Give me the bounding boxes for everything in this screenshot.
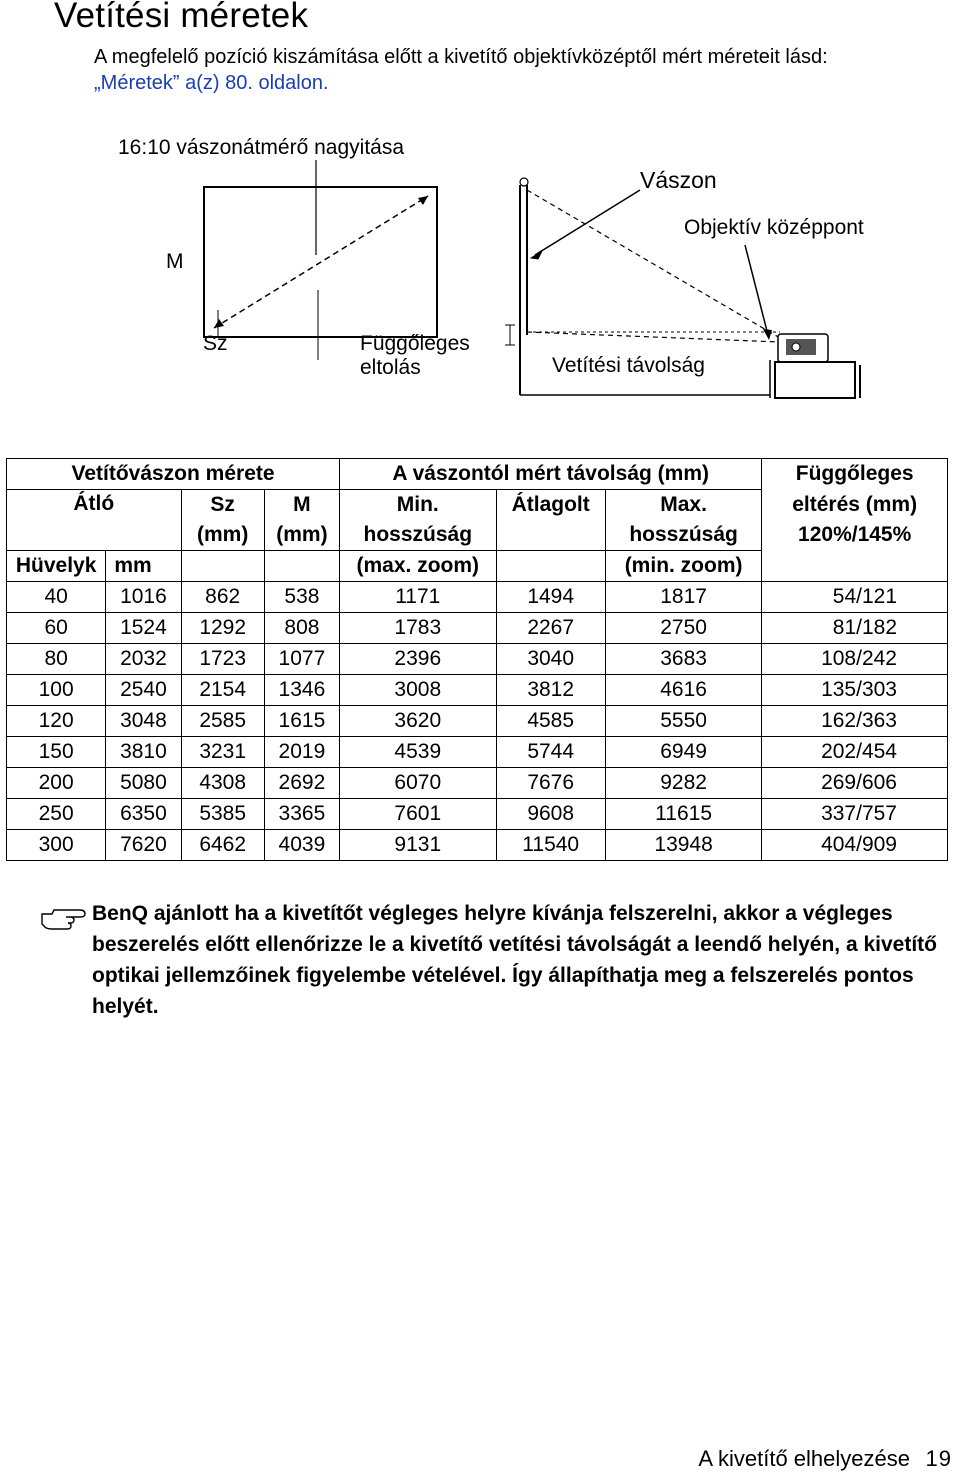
table-cell: 6070	[340, 768, 496, 799]
table-body	[7, 582, 948, 861]
table-cell: 5550	[605, 706, 761, 737]
screen-label: Vászon	[640, 167, 717, 193]
header-sz	[181, 490, 264, 521]
header-offset-3: 120%/145%	[762, 520, 948, 551]
table-cell: 6949	[605, 737, 761, 768]
table-cell: 250	[7, 799, 106, 830]
distance-label: Vetítési távolság	[552, 354, 705, 377]
table-cell: 1077	[264, 644, 339, 675]
subheader-inch: Hüvelyk	[7, 551, 106, 582]
table-cell: 862	[181, 582, 264, 613]
table-cell: 135/303	[762, 675, 948, 706]
table-row	[7, 613, 948, 644]
subheader-blank-m	[264, 551, 339, 582]
table-cell: 1171	[340, 582, 496, 613]
table-cell: 1615	[264, 706, 339, 737]
header-avg: Átlagolt	[496, 490, 605, 521]
stand	[775, 362, 855, 398]
table-cell: 2692	[264, 768, 339, 799]
table-cell: 3683	[605, 644, 761, 675]
table-cell: 538	[264, 582, 339, 613]
table-cell: 337/757	[762, 799, 948, 830]
projection-dimensions-table	[6, 458, 948, 861]
table-cell: 6350	[106, 799, 181, 830]
table-cell: 269/606	[762, 768, 948, 799]
table-cell: 4539	[340, 737, 496, 768]
table-row	[7, 737, 948, 768]
table-cell: 2154	[181, 675, 264, 706]
page-number: 19	[925, 1446, 952, 1471]
table-cell: 1524	[106, 613, 181, 644]
table-cell: 200	[7, 768, 106, 799]
table-cell: 404/909	[762, 830, 948, 861]
table-cell: 60	[7, 613, 106, 644]
table-cell: 108/242	[762, 644, 948, 675]
page-title: Vetítési méretek	[54, 0, 309, 35]
table-cell: 1783	[340, 613, 496, 644]
header-sz-line1: Sz	[210, 493, 235, 516]
table-cell: 3620	[340, 706, 496, 737]
table-row	[7, 675, 948, 706]
offset-label-2: eltolás	[360, 356, 421, 379]
header-m-line1: M	[293, 493, 311, 516]
table-cell: 81/182	[762, 613, 948, 644]
intro-paragraph	[94, 44, 954, 96]
header-diag-blank	[7, 520, 182, 551]
offset-label-1: Függőleges	[360, 332, 470, 355]
subheader-mm: mm	[106, 551, 181, 582]
header-offset-1: Függőleges	[762, 459, 948, 490]
table-cell: 1346	[264, 675, 339, 706]
sz-label: Sz	[203, 332, 228, 355]
table-cell: 2585	[181, 706, 264, 737]
table-cell: 202/454	[762, 737, 948, 768]
table-cell: 3048	[106, 706, 181, 737]
table-row	[7, 644, 948, 675]
ray-top	[527, 190, 780, 338]
note-text: BenQ ajánlott ha a kivetítőt végleges helyre kívánja felszerelni, akkor a végleges beszerelés előtt ellenőrizze le a kivetítő vetítési távolságát a leendő helyén, a kivetítő optikai jellemzőinek figyelembe vételével. Így állapíthatja meg a felszerelés pontos helyét.	[92, 902, 937, 1018]
table-cell: 1817	[605, 582, 761, 613]
table-cell: 9608	[496, 799, 605, 830]
subheader-blank-offset	[762, 551, 948, 582]
header-max-line1: Max.	[660, 493, 707, 516]
table-cell: 40	[7, 582, 106, 613]
diagonal-arrowhead-bottom	[214, 319, 224, 328]
diag-label: 16:10 vászonátmérő nagyitása	[118, 136, 405, 159]
table-cell: 1723	[181, 644, 264, 675]
lens-center-label: Objektív középpont	[684, 216, 864, 239]
screen-hook	[520, 178, 528, 186]
subheader-blank-sz	[181, 551, 264, 582]
table-cell: 2396	[340, 644, 496, 675]
header-sz-unit: (mm)	[181, 520, 264, 551]
header-max-line2: hosszúság	[605, 520, 761, 551]
header-min-line1: Min.	[396, 493, 439, 516]
table-cell: 1494	[496, 582, 605, 613]
table-cell: 3812	[496, 675, 605, 706]
table-cell: 3040	[496, 644, 605, 675]
table-cell: 9282	[605, 768, 761, 799]
table-cell: 100	[7, 675, 106, 706]
table-row	[7, 582, 948, 613]
table-cell: 120	[7, 706, 106, 737]
header-max	[605, 490, 761, 521]
subheader-max-zoom: (max. zoom)	[340, 551, 496, 582]
table-cell: 3365	[264, 799, 339, 830]
screen-arrowhead	[531, 251, 542, 259]
table-cell: 2540	[106, 675, 181, 706]
table-row	[7, 830, 948, 861]
table-cell: 4585	[496, 706, 605, 737]
table-cell: 3810	[106, 737, 181, 768]
header-distance: A vászontól mért távolság (mm)	[340, 459, 762, 490]
table-cell: 808	[264, 613, 339, 644]
table-cell: 11540	[496, 830, 605, 861]
lens-arrow	[745, 245, 768, 335]
table-cell: 2019	[264, 737, 339, 768]
table-cell: 80	[7, 644, 106, 675]
table-row	[7, 768, 948, 799]
table-cell: 11615	[605, 799, 761, 830]
lens-arrowhead	[763, 329, 772, 340]
header-diag: Átló	[7, 490, 182, 521]
table-row	[7, 799, 948, 830]
table-cell: 9131	[340, 830, 496, 861]
table-cell: 3008	[340, 675, 496, 706]
table-cell: 300	[7, 830, 106, 861]
m-label: M	[166, 250, 184, 273]
subheader-min-zoom: (min. zoom)	[605, 551, 761, 582]
dimensions-link[interactable]: „Méretek” a(z) 80. oldalon.	[94, 72, 329, 94]
table-cell: 1016	[106, 582, 181, 613]
table-cell: 13948	[605, 830, 761, 861]
table-cell: 1292	[181, 613, 264, 644]
table-cell: 3231	[181, 737, 264, 768]
table-cell: 4616	[605, 675, 761, 706]
header-offset-2: eltérés (mm)	[762, 490, 948, 521]
table-cell: 2032	[106, 644, 181, 675]
header-screen-size: Vetítővászon mérete	[7, 459, 340, 490]
table-cell: 7676	[496, 768, 605, 799]
table-cell: 6462	[181, 830, 264, 861]
footer-section: A kivetítő elhelyezése	[698, 1446, 910, 1471]
header-avg-blank	[496, 520, 605, 551]
subheader-blank-avg	[496, 551, 605, 582]
table-cell: 4039	[264, 830, 339, 861]
table-cell: 5744	[496, 737, 605, 768]
projection-diagram	[0, 120, 960, 410]
intro-text: A megfelelő pozíció kiszámítása előtt a kivetítő objektívközéptől mért méreteit lásd:	[94, 46, 828, 68]
ray-bottom	[527, 332, 780, 342]
pointing-hand-icon	[40, 902, 88, 932]
table-cell: 2267	[496, 613, 605, 644]
screen-arrow	[535, 190, 640, 255]
table-cell: 162/363	[762, 706, 948, 737]
diagonal-arrow	[214, 196, 428, 328]
table-cell: 5385	[181, 799, 264, 830]
table-cell: 7620	[106, 830, 181, 861]
table-cell: 2750	[605, 613, 761, 644]
table-cell: 4308	[181, 768, 264, 799]
table-cell: 150	[7, 737, 106, 768]
table-cell: 5080	[106, 768, 181, 799]
table-row	[7, 706, 948, 737]
projector-icon	[778, 334, 828, 362]
header-m-unit: (mm)	[264, 520, 339, 551]
header-m	[264, 490, 339, 521]
header-min-line2: hosszúság	[340, 520, 496, 551]
header-min	[340, 490, 496, 521]
table-cell: 54/121	[762, 582, 948, 613]
table-cell: 7601	[340, 799, 496, 830]
